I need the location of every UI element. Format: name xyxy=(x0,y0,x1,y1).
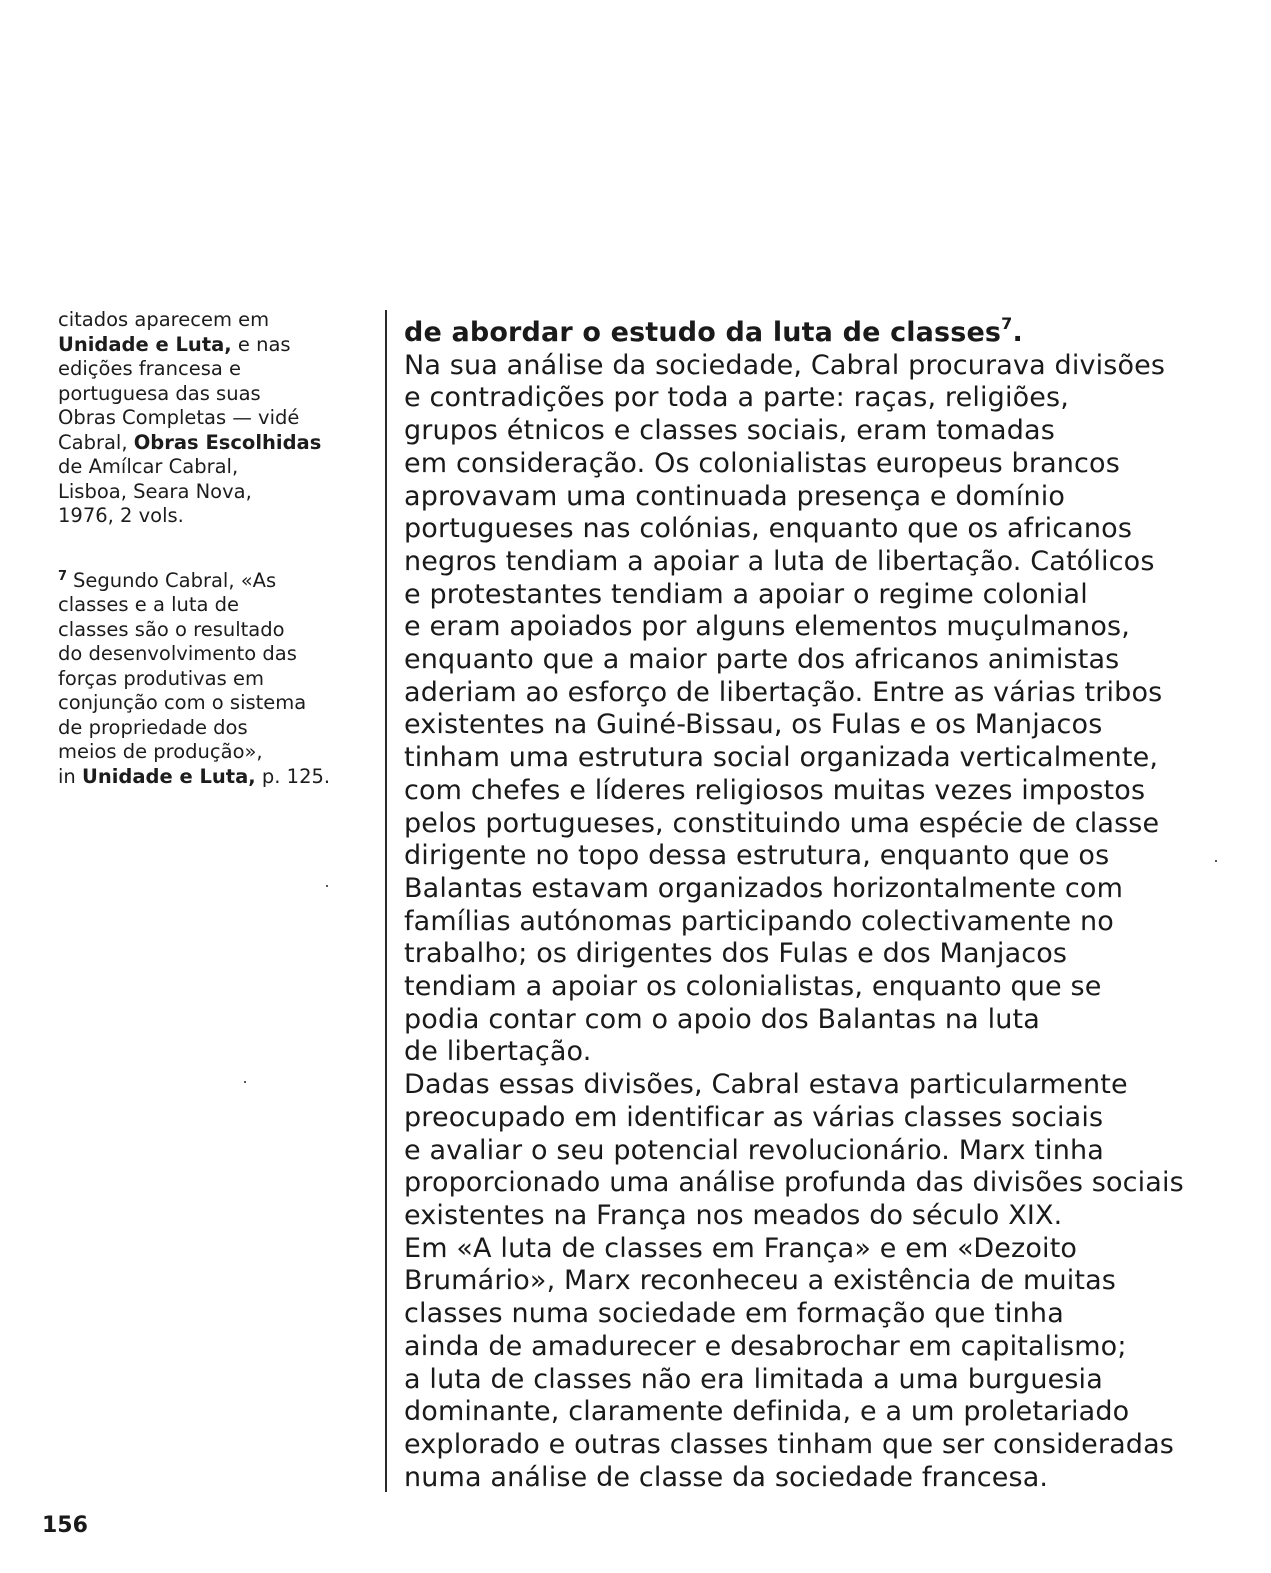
footnote-line xyxy=(58,308,378,333)
body-text-line: negros tendiam a apoiar a luta de libertação. Católicos xyxy=(404,545,1155,577)
body-text-line: Em «A luta de classes em França» e em «Dezoito xyxy=(404,1232,1078,1264)
body-text-line: preocupado em identificar as várias classes sociais xyxy=(404,1101,1104,1133)
body-text-line: tinham uma estrutura social organizada verticalmente, xyxy=(404,742,1159,774)
footnote-text: de propriedade dos xyxy=(58,715,248,739)
footnote-text: Cabral, xyxy=(58,430,134,454)
body-text-line: classes numa sociedade em formação que tinha xyxy=(404,1298,1064,1330)
footnote-line xyxy=(58,691,378,716)
body-text-line: famílias autónomas participando colectivamente no xyxy=(404,905,1114,937)
footnote-line xyxy=(58,357,378,382)
footnote-text: citados aparecem em xyxy=(58,308,270,331)
footnote-text: Segundo Cabral, «As xyxy=(73,568,277,592)
body-text-line: ainda de amadurecer e desabrochar em capitalismo; xyxy=(404,1330,1127,1362)
body-text-line: Balantas estavam organizados horizontalmente com xyxy=(404,872,1124,904)
footnote-line xyxy=(58,431,378,456)
body-text-line: dominante, claramente definida, e a um proletariado xyxy=(404,1396,1130,1428)
body-text-line: pelos portugueses, constituindo uma espécie de classe xyxy=(404,807,1160,839)
footnote-text: p. 125. xyxy=(255,764,331,788)
body-text-line: de libertação. xyxy=(404,1036,592,1068)
column-rule xyxy=(385,310,387,1492)
footnote-text: portuguesa das suas xyxy=(58,381,261,405)
footnote-title-text: Obras Escolhidas xyxy=(133,430,322,454)
footnote-7 xyxy=(58,565,378,790)
sidenotes-column xyxy=(58,308,378,789)
body-text-line: a luta de classes não era limitada a uma burguesia xyxy=(404,1363,1103,1395)
body-text-line: portugueses nas colónias, enquanto que os africanos xyxy=(404,513,1133,545)
footnote-line xyxy=(58,593,378,618)
body-text-line: e avaliar o seu potencial revolucionário. Marx tinha xyxy=(404,1134,1104,1166)
body-text-line: Na sua análise da sociedade, Cabral procurava divisões xyxy=(404,349,1166,381)
body-text-line: podia contar com o apoio dos Balantas na luta xyxy=(404,1003,1040,1035)
footnote-text: classes e a luta de xyxy=(58,593,240,616)
body-text-line: Brumário», Marx reconheceu a existência de muitas xyxy=(404,1265,1117,1297)
body-text-line: tendiam a apoiar os colonialistas, enquanto que se xyxy=(404,971,1102,1003)
body-text-line: proporcionado uma análise profunda das divisões sociais xyxy=(404,1167,1184,1199)
body-text-line: explorado e outras classes tinham que ser consideradas xyxy=(404,1428,1174,1460)
scan-speck xyxy=(1215,860,1217,862)
page-number: 156 xyxy=(42,1513,88,1538)
footnote-line xyxy=(58,455,378,480)
footnote-text: do desenvolvimento das xyxy=(58,642,297,665)
body-text-line: em consideração. Os colonialistas europeus brancos xyxy=(404,447,1120,479)
body-text-line: existentes na Guiné-Bissau, os Fulas e os Manjacos xyxy=(404,709,1103,741)
body-text-line: e contradições por toda a parte: raças, religiões, xyxy=(404,382,1069,414)
body-text-line: aderiam ao esforço de libertação. Entre as várias tribos xyxy=(404,676,1163,708)
footnote-6-continuation xyxy=(58,308,378,529)
body-text-line: aprovavam uma continuada presença e domínio xyxy=(404,480,1066,512)
footnote-text: Lisboa, Seara Nova, xyxy=(58,479,252,503)
body-text-line: enquanto que a maior parte dos africanos animistas xyxy=(404,644,1120,676)
body-text-line: grupos étnicos e classes sociais, eram tomadas xyxy=(404,415,1055,447)
footnote-line xyxy=(58,667,378,692)
footnote-line xyxy=(58,765,378,790)
body-text-line: e eram apoiados por alguns elementos muçulmanos, xyxy=(404,611,1130,643)
footnote-text: classes são o resultado xyxy=(58,617,285,641)
footnote-text: conjunção com o sistema xyxy=(58,691,307,714)
footnote-line xyxy=(58,565,378,594)
body-text-line: numa análise de classe da sociedade francesa. xyxy=(404,1461,1049,1493)
body-text-line: com chefes e líderes religiosos muitas vezes impostos xyxy=(404,774,1146,806)
footnote-text: e nas xyxy=(231,332,291,356)
body-text-line: trabalho; os dirigentes dos Fulas e dos Manjacos xyxy=(404,938,1068,970)
scan-speck xyxy=(244,1081,246,1083)
footnote-line xyxy=(58,740,378,765)
heading-line xyxy=(404,308,1244,350)
body-text-line: Dadas essas divisões, Cabral estava particularmente xyxy=(404,1069,1128,1101)
footnote-line xyxy=(58,618,378,643)
body-text-line: dirigente no topo dessa estrutura, enquanto que os xyxy=(404,840,1110,872)
footnote-text: in xyxy=(58,764,82,788)
body-text-line: existentes na França nos meados do século XIX. xyxy=(404,1199,1063,1231)
footnote-text: 1976, 2 vols. xyxy=(58,504,184,527)
footnote-text: Obras Completas — vidé xyxy=(58,406,300,429)
heading-period: . xyxy=(1012,317,1023,348)
scan-speck xyxy=(326,885,328,887)
footnote-line xyxy=(58,406,378,431)
body-text-line: e protestantes tendiam a apoiar o regime colonial xyxy=(404,578,1088,610)
heading-text: de abordar o estudo da luta de classes xyxy=(404,317,1002,348)
footnote-line xyxy=(58,333,378,358)
footnote-line xyxy=(58,642,378,667)
footnote-text: edições francesa e xyxy=(58,357,242,380)
footnote-line xyxy=(58,382,378,407)
footnote-line xyxy=(58,716,378,741)
footnote-reference-7: 7 xyxy=(1001,314,1013,333)
footnote-text: de Amílcar Cabral, xyxy=(58,455,239,478)
footnote-text: forças produtivas em xyxy=(58,666,264,690)
footnote-title-text: Unidade e Luta, xyxy=(58,332,232,356)
footnote-text: meios de produção», xyxy=(58,740,263,763)
footnote-line xyxy=(58,480,378,505)
footnote-line xyxy=(58,504,378,529)
main-text-column xyxy=(404,308,1244,1494)
footnote-marker: 7 xyxy=(58,568,68,584)
footnote-title-text: Unidade e Luta, xyxy=(81,764,256,788)
